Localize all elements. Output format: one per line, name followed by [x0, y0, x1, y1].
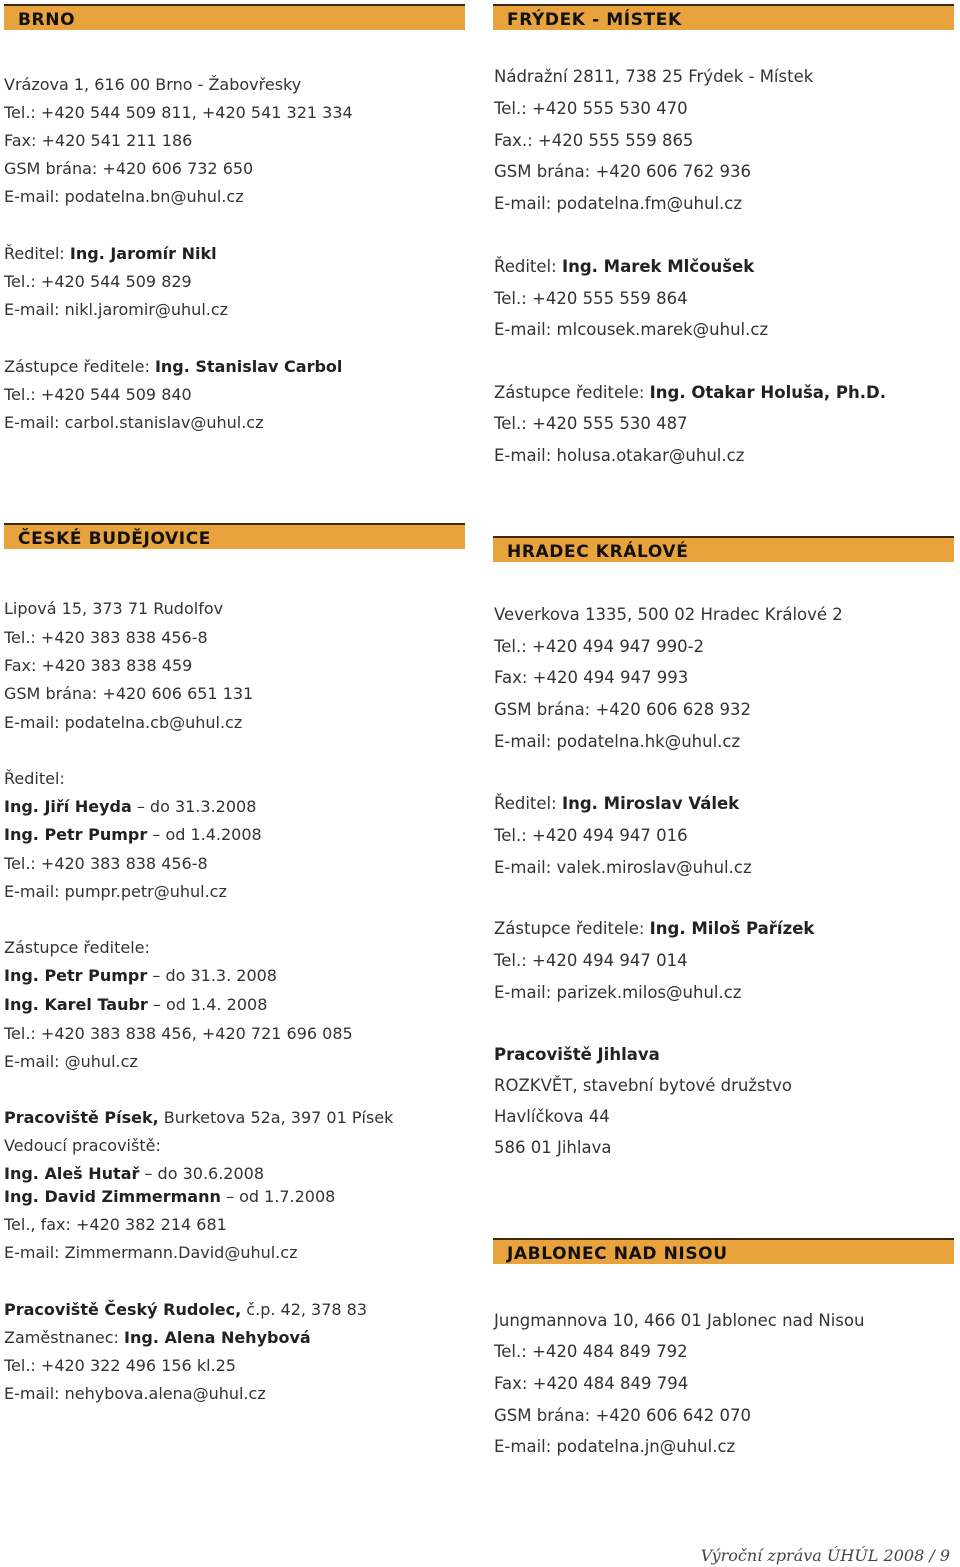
frydek-director-email: E-mail: mlcousek.marek@uhul.cz — [494, 320, 769, 339]
section-title: FRÝDEK - MÍSTEK — [507, 10, 682, 30]
employee-name: Ing. Alena Nehybová — [124, 1328, 311, 1347]
head-term: – do 30.6.2008 — [139, 1164, 265, 1183]
rudolec-email: E-mail: nehybova.alena@uhul.cz — [4, 1384, 266, 1403]
hk-gsm: GSM brána: +420 606 628 932 — [494, 700, 752, 719]
cb-address: Lipová 15, 373 71 Rudolfov — [4, 599, 224, 618]
hk-email: E-mail: podatelna.hk@uhul.cz — [494, 732, 741, 751]
hk-deputy-tel: Tel.: +420 494 947 014 — [494, 951, 688, 970]
deputy-term: – do 31.3. 2008 — [147, 966, 277, 985]
section-header-brno — [4, 4, 465, 30]
deputy-label: Zástupce ředitele: — [494, 383, 650, 402]
cb-deputy-email: E-mail: @uhul.cz — [4, 1052, 138, 1071]
cb-deputy-2 — [4, 995, 267, 1015]
deputy-name: Ing. Stanislav Carbol — [154, 357, 343, 376]
section-title: JABLONEC NAD NISOU — [507, 1244, 728, 1264]
office-name: Pracoviště Český Rudolec, — [4, 1300, 242, 1319]
deputy-name: Ing. Miloš Pařízek — [649, 919, 815, 938]
jablonec-gsm: GSM brána: +420 606 642 070 — [494, 1406, 752, 1425]
frydek-address: Nádražní 2811, 738 25 Frýdek - Místek — [494, 67, 814, 86]
office-name: Pracoviště Písek, — [4, 1108, 159, 1127]
brno-director — [4, 244, 217, 264]
cb-deputy-tel: Tel.: +420 383 838 456, +420 721 696 085 — [4, 1024, 353, 1043]
section-title: BRNO — [18, 10, 76, 30]
deputy-label: Zástupce ředitele: — [4, 357, 155, 376]
director-label: Ředitel: — [494, 257, 562, 276]
section-header-frydek-mistek — [493, 4, 954, 30]
jablonec-fax: Fax: +420 484 849 794 — [494, 1374, 689, 1393]
brno-deputy — [4, 357, 342, 377]
director-term: – od 1.4.2008 — [147, 825, 262, 844]
pisek-tel: Tel., fax: +420 382 214 681 — [4, 1215, 227, 1234]
rudolec-office — [4, 1300, 367, 1320]
deputy-label: Zástupce ředitele: — [494, 919, 650, 938]
cb-deputy-1 — [4, 966, 277, 986]
director-name: Ing. Miroslav Válek — [561, 794, 740, 813]
director-term: – do 31.3.2008 — [131, 797, 257, 816]
cb-tel: Tel.: +420 383 838 456-8 — [4, 628, 208, 647]
jihlava-line-2: Havlíčkova 44 — [494, 1107, 610, 1126]
frydek-fax: Fax.: +420 555 559 865 — [494, 131, 694, 150]
head-term: – od 1.7.2008 — [220, 1187, 336, 1206]
hk-director — [494, 794, 739, 814]
deputy-name: Ing. Karel Taubr — [4, 995, 148, 1014]
brno-tel: Tel.: +420 544 509 811, +420 541 321 334 — [4, 103, 353, 122]
brno-deputy-tel: Tel.: +420 544 509 840 — [4, 385, 192, 404]
cb-director-email: E-mail: pumpr.petr@uhul.cz — [4, 882, 227, 901]
pisek-head-2 — [4, 1187, 335, 1207]
pisek-head-1 — [4, 1164, 264, 1184]
section-title: ČESKÉ BUDĚJOVICE — [18, 529, 212, 549]
section-header-hradec-kralove — [493, 536, 954, 562]
cb-director-2 — [4, 825, 262, 845]
rudolec-employee — [4, 1328, 311, 1348]
frydek-tel: Tel.: +420 555 530 470 — [494, 99, 688, 118]
pisek-office — [4, 1108, 393, 1128]
director-name: Ing. Marek Mlčoušek — [561, 257, 755, 276]
brno-email: E-mail: podatelna.bn@uhul.cz — [4, 187, 244, 206]
brno-director-email: E-mail: nikl.jaromir@uhul.cz — [4, 300, 229, 319]
cb-director-label: Ředitel: — [4, 769, 65, 788]
director-name: Ing. Jiří Heyda — [4, 797, 132, 816]
section-header-ceske-budejovice — [4, 523, 465, 549]
jihlava-office-name: Pracoviště Jihlava — [494, 1045, 660, 1064]
cb-director-1 — [4, 797, 256, 817]
page-footer: Výroční zpráva ÚHÚL 2008 / 9 — [700, 1546, 950, 1565]
cb-email: E-mail: podatelna.cb@uhul.cz — [4, 713, 243, 732]
hk-deputy — [494, 919, 814, 939]
frydek-deputy-email: E-mail: holusa.otakar@uhul.cz — [494, 446, 745, 465]
cb-fax: Fax: +420 383 838 459 — [4, 656, 193, 675]
hk-address: Veverkova 1335, 500 02 Hradec Králové 2 — [494, 605, 843, 624]
brno-address: Vrázova 1, 616 00 Brno - Žabovřesky — [4, 75, 302, 94]
brno-gsm: GSM brána: +420 606 732 650 — [4, 159, 254, 178]
brno-deputy-email: E-mail: carbol.stanislav@uhul.cz — [4, 413, 264, 432]
deputy-term: – od 1.4. 2008 — [147, 995, 268, 1014]
pisek-head-label: Vedoucí pracoviště: — [4, 1136, 161, 1155]
hk-fax: Fax: +420 494 947 993 — [494, 668, 689, 687]
office-address: Burketova 52a, 397 01 Písek — [158, 1108, 394, 1127]
cb-gsm: GSM brána: +420 606 651 131 — [4, 684, 254, 703]
head-name: Ing. David Zimmermann — [4, 1187, 221, 1206]
jablonec-address: Jungmannova 10, 466 01 Jablonec nad Nisou — [494, 1311, 865, 1330]
frydek-deputy — [494, 383, 886, 403]
jablonec-email: E-mail: podatelna.jn@uhul.cz — [494, 1437, 736, 1456]
hk-director-tel: Tel.: +420 494 947 016 — [494, 826, 688, 845]
head-name: Ing. Aleš Hutař — [4, 1164, 140, 1183]
hk-deputy-email: E-mail: parizek.milos@uhul.cz — [494, 983, 742, 1002]
frydek-deputy-tel: Tel.: +420 555 530 487 — [494, 414, 688, 433]
cb-deputy-label: Zástupce ředitele: — [4, 938, 150, 957]
director-label: Ředitel: — [494, 794, 562, 813]
rudolec-tel: Tel.: +420 322 496 156 kl.25 — [4, 1356, 236, 1375]
frydek-gsm: GSM brána: +420 606 762 936 — [494, 162, 752, 181]
brno-fax: Fax: +420 541 211 186 — [4, 131, 193, 150]
deputy-name: Ing. Petr Pumpr — [4, 966, 148, 985]
frydek-director-tel: Tel.: +420 555 559 864 — [494, 289, 688, 308]
brno-director-tel: Tel.: +420 544 509 829 — [4, 272, 192, 291]
jablonec-tel: Tel.: +420 484 849 792 — [494, 1342, 688, 1361]
frydek-director — [494, 257, 754, 277]
section-header-jablonec — [493, 1238, 954, 1264]
office-address: č.p. 42, 378 83 — [241, 1300, 368, 1319]
director-label: Ředitel: — [4, 244, 70, 263]
employee-label: Zaměstnanec: — [4, 1328, 125, 1347]
jihlava-line-1: ROZKVĚT, stavební bytové družstvo — [494, 1076, 792, 1095]
deputy-name: Ing. Otakar Holuša, Ph.D. — [649, 383, 887, 402]
hk-director-email: E-mail: valek.miroslav@uhul.cz — [494, 858, 752, 877]
pisek-email: E-mail: Zimmermann.David@uhul.cz — [4, 1243, 298, 1262]
director-name: Ing. Petr Pumpr — [4, 825, 148, 844]
hk-tel: Tel.: +420 494 947 990-2 — [494, 637, 705, 656]
jihlava-line-3: 586 01 Jihlava — [494, 1138, 612, 1157]
frydek-email: E-mail: podatelna.fm@uhul.cz — [494, 194, 743, 213]
section-title: HRADEC KRÁLOVÉ — [507, 542, 689, 562]
cb-director-tel: Tel.: +420 383 838 456-8 — [4, 854, 208, 873]
director-name: Ing. Jaromír Nikl — [69, 244, 217, 263]
